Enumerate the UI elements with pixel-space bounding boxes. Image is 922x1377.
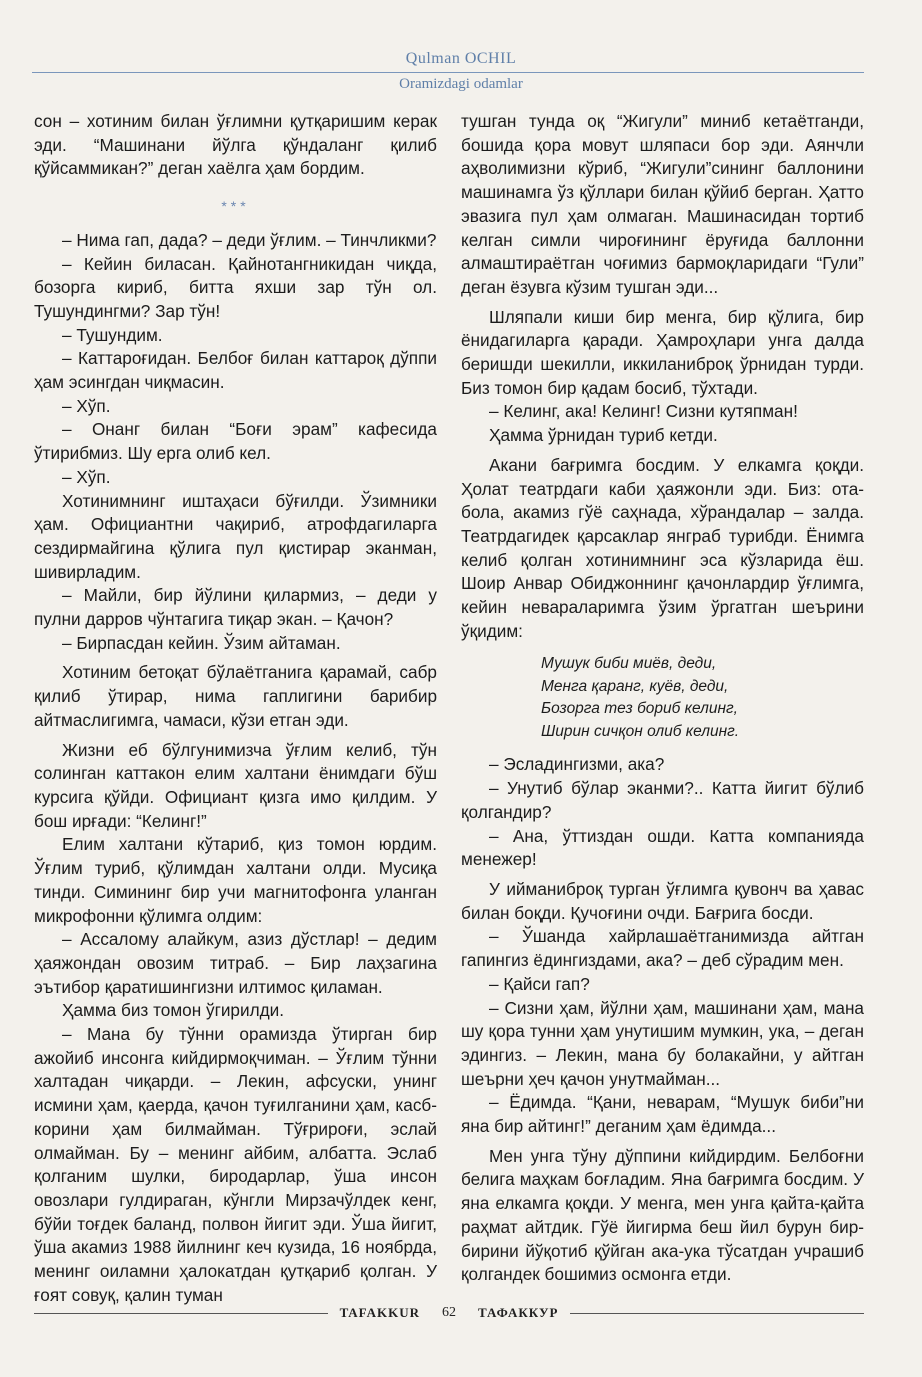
section-title: Oramizdagi odamlar [399, 76, 523, 92]
footer-journal-latin: TAFAKKUR [339, 1305, 421, 1320]
paragraph: – Келинг, ака! Келинг! Сизни кутяпман! [489, 401, 798, 422]
poem-line: Мушук биби миёв, деди, [541, 655, 717, 673]
footer-rule-left [34, 1313, 328, 1314]
paragraph: – Мана бу тўнни орамизда ўтирган бир ажойиб инсонга кийдирмоқчиман. – Ўғлим тўнни халтадан чиқарди. – Лекин, афсуски, унинг исмини ҳам, қаерда, қачон туғилганини ҳам, касб-корини ҳам билмайман. Тўғрироғи, эслай олмайман. Бу – менинг айбим, албатта. Эслаб қолганим шулки, биродарлар, ўша инсон овозлари гулдираган, кўнгли Мирзачўлдек кенг, бўйи тоғдек баланд, полвон йигит эди. Ўша йигит, ўша акамиз 1988 йилнинг кеч кузида, 16 ноябрда, менинг оиламни ҳалокатдан қутқариб қолган. У ғоят совуқ, қалин туман [34, 1024, 437, 1305]
paragraph: – Майли, бир йўлини қилармиз, – деди у пулни дарров чўнтагига тиқар экан. – Қачон? [34, 585, 437, 630]
paragraph: Шляпали киши бир менга, бир қўлига, бир ёнидагиларга қаради. Ҳамроҳлари унга далда беришди шекилли, иккиланиброқ ўрнидан турди. Биз томон бир қадам босиб, тўхтади. [461, 306, 864, 398]
paragraph: – Кейин биласан. Қайнотангникидан чиқда, бозорга кириб, битта яхши зар тўн ол. Тушундингми? Зар тўн! [34, 253, 437, 321]
page-footer [34, 1303, 864, 1323]
running-header [0, 50, 922, 68]
paragraph: – Тушундим. [62, 324, 163, 345]
paragraph: – Нима гап, дада? – деди ўғлим. – Тинчликми? [62, 229, 437, 250]
paragraph: Акани бағримга босдим. У елкамга қоқди. Ҳолат театрдаги каби ҳаяжонли эди. Биз: ота-бола, акамиз гўё саҳнада, хўрандалар – залда. Театрдагидек қарсаклар янграб турибди. Ёнимга келиб қолган хотинимнинг эса кўзларида ёш. Шоир Анвар Обиджоннинг қачонлардир ўғлимга, кейин невараларимга ўзим ўргатган шеърини ўқидим: [461, 454, 864, 641]
poem-line: Ширин сичқон олиб келинг. [541, 722, 740, 740]
right-column [461, 110, 864, 1287]
poem-line: Бозорга тез бориб келинг, [541, 700, 738, 718]
page-number: 62 [442, 1305, 457, 1320]
paragraph: – Ана, ўттиздан ошди. Катта компанияда менежер! [461, 825, 864, 870]
left-column [34, 110, 437, 1307]
header-rule [32, 72, 864, 73]
paragraph: Хотиним бетоқат бўлаётганига қарамай, сабр қилиб ўтирар, нима гаплигини барибир айтмаслигимга, чамаси, кўзи етган эди. [34, 662, 437, 730]
paragraph: – Хўп. [62, 395, 111, 416]
paragraph: – Сизни ҳам, йўлни ҳам, машинани ҳам, мана шу қора тунни ҳам унутишим мумкин, ука, – деган эдингиз. – Лекин, мана бу болакайни, у айтган шеърни ҳеч қачон унутмайман... [461, 997, 864, 1089]
paragraph: Елим халтани кўтариб, қиз томон юрдим. Ўғлим туриб, қўлимдан халтани олди. Мусиқа тинди. Симининг бир учи магнитофонга уланган микрофонни қўлимга олдим: [34, 834, 437, 926]
paragraph: У ийманиброқ турган ўғлимга қувонч ва ҳавас билан боқди. Қучоғини очди. Бағрига босди. [461, 878, 864, 923]
paragraph: Хотинимнинг иштаҳаси бўғилди. Ўзимники ҳам. Официантни чақириб, атрофдагиларга сездирмайгина қўлига пул қистирар эканман, шивирладим. [34, 490, 437, 582]
paragraph: – Эсладингизми, ака? [489, 754, 665, 775]
paragraph: – Хўп. [62, 466, 111, 487]
paragraph: – Ёдимда. “Қани, неварам, “Мушук биби”ни яна бир айтинг!” деганим ҳам ёдимда... [461, 1092, 864, 1137]
paragraph: Жизни еб бўлгунимизча ўғлим келиб, тўн солинган каттакон елим халтани ёнимдаги бўш курсига қўйди. Официант қизга имо қилдим. У бош ирғади: “Келинг!” [34, 739, 437, 831]
paragraph: – Қайси гап? [489, 973, 590, 994]
paragraph: Мен унга тўну дўппини кийдирдим. Белбоғни белига маҳкам боғладим. Яна бағримга босдим. У яна елкамга қоқди. У менга, мен унга қайта-қайта раҳмат айтдик. Гўё йигирма беш йил бурун бир-бирини йўқотиб қўйган ака-ука тўсатдан учрашиб қолгандек бошимиз осмонга етди. [461, 1145, 864, 1285]
footer-journal-cyrillic: ТАФАККУР [478, 1305, 559, 1320]
poem-line: Менга қаранг, куёв, деди, [541, 677, 729, 695]
paragraph: Ҳамма биз томон ўгирилди. [62, 1000, 285, 1021]
paragraph: – Ўшанда хайрлашаётганимизда айтган гапингиз ёдингиздами, ака? – деб сўрадим мен. [461, 926, 864, 971]
paragraph: – Каттароғидан. Белбоғ билан каттароқ дўппи ҳам эсингдан чиқмасин. [34, 348, 437, 393]
footer-rule-right [570, 1313, 864, 1314]
paragraph: сон – хотиним билан ўғлимни қутқаришим керак эди. “Машинани йўлга қўндаланг қилиб қўйсаммикан?” деган хаёлга ҳам бордим. [34, 111, 437, 179]
paragraph: – Ассалому алайкум, азиз дўстлар! – дедим ҳаяжондан овозим титраб. – Бир лаҳзагина эътибор қаратишингизни илтимос қиламан. [34, 929, 437, 997]
paragraph: Ҳамма ўрнидан туриб кетди. [489, 425, 718, 446]
paragraph: – Бирпасдан кейин. Ўзим айтаман. [62, 632, 341, 653]
paragraph: – Унутиб бўлар эканми?.. Катта йигит бўлиб қолгандир? [461, 778, 864, 822]
section-break-stars: *** [221, 198, 250, 215]
paragraph: тушган тунда оқ “Жигули” миниб кетаётганди, бошида қора мовут шляпаси бор эди. Аянчли аҳволимизни кўриб, “Жигули”сининг баллонини машинамга ўз қўллари билан қўйиб берган. Ҳатто эвазига пул ҳам олмаган. Машинасидан тортиб келган симли чироғининг ёруғида баллонни алмаштираётган чоғимиз бармоқларидаги “Гули” деган ёзувга кўзим тушган эди... [461, 111, 864, 297]
paragraph: – Онанг билан “Боғи эрам” кафесида ўтирибмиз. Шу ерга олиб кел. [34, 419, 437, 464]
poem-quote [541, 653, 864, 743]
author-name: Qulman OCHIL [405, 50, 517, 67]
